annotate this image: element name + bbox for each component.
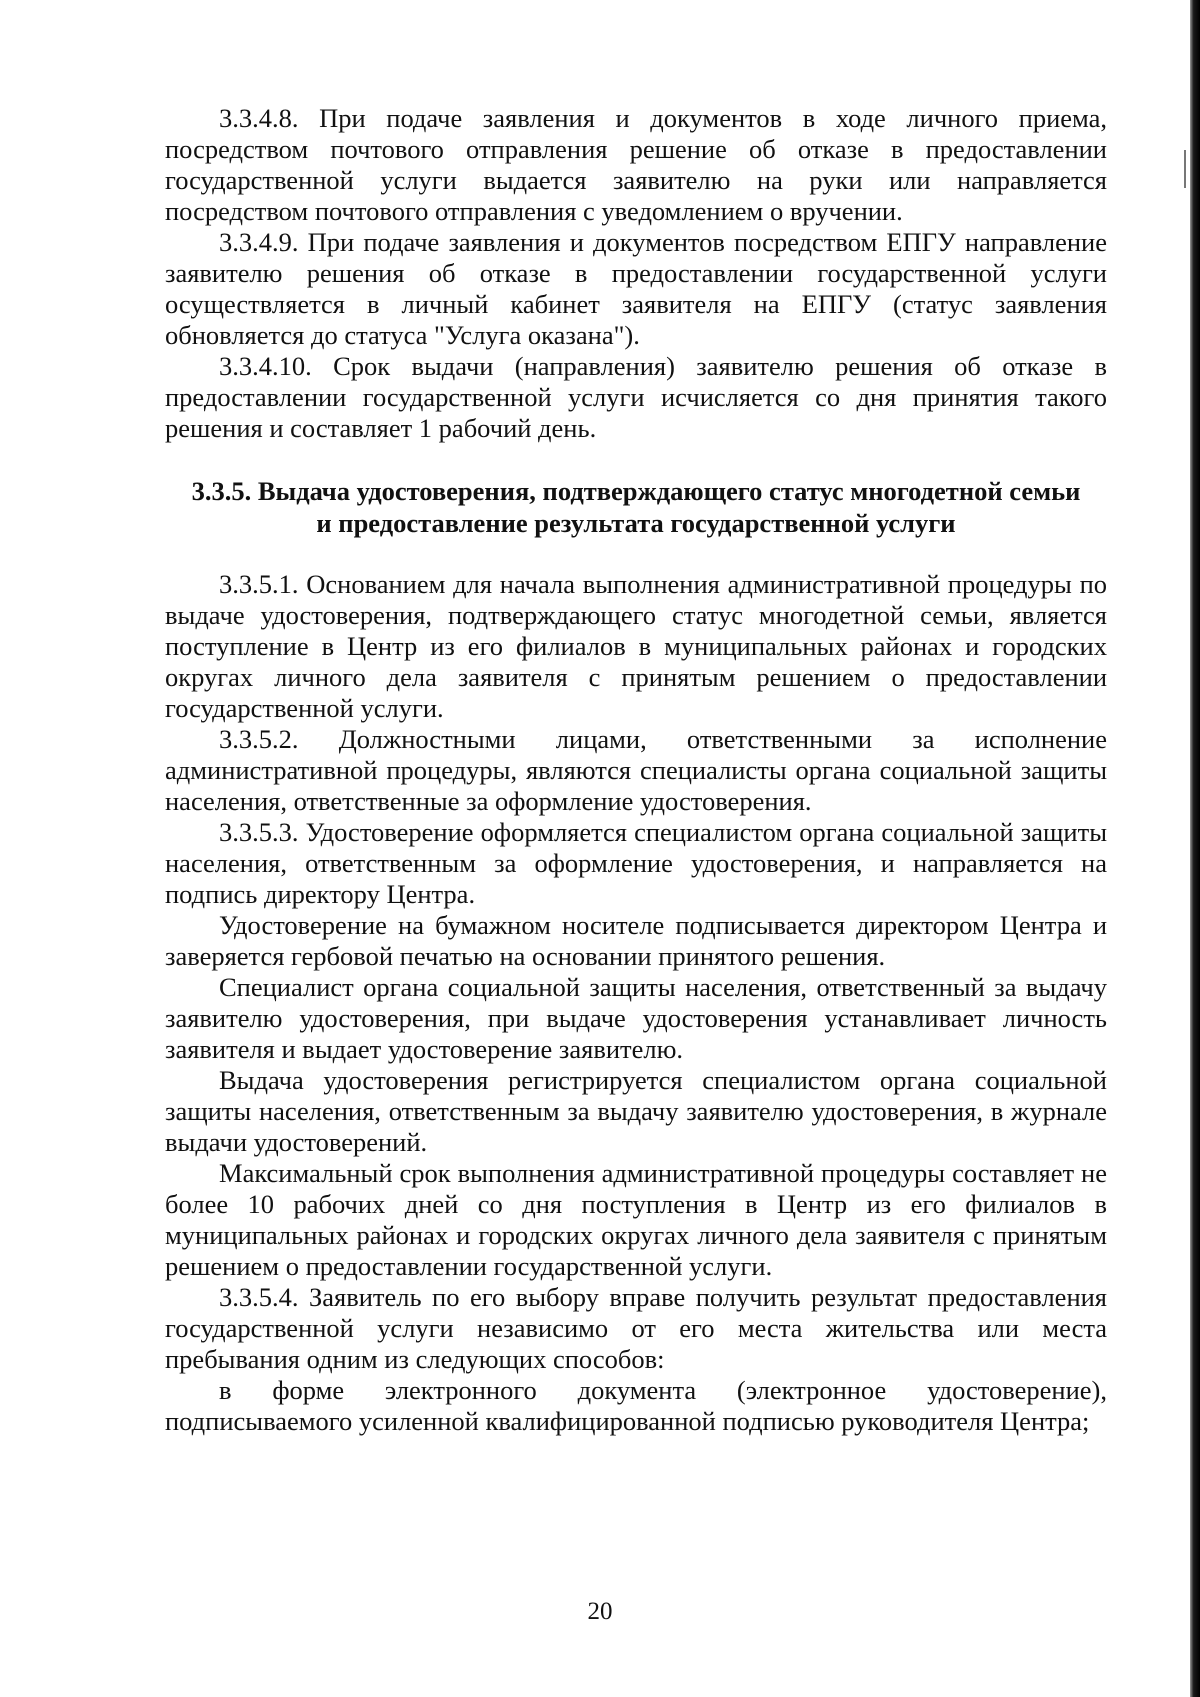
paragraph-3-3-4-8: 3.3.4.8. При подаче заявления и документов в ходе личного приема, посредством почтового отправления решение об отказе в предоставлении государственной услуги выдается заявителю на руки или направляется посредством почтового отправления с уведомлением о вручении. [165,103,1107,226]
paragraph-3-3-5-3: 3.3.5.3. Удостоверение оформляется специалистом органа социальной защиты населения, ответственным за оформление удостоверения, и направляется на подпись директору Центра. [165,817,1107,909]
scan-speck [1184,150,1186,188]
paragraph-3-3-5-2: 3.3.5.2. Должностными лицами, ответственными за исполнение административной процедуры, являются специалисты органа социальной защиты населения, ответственные за оформление удостоверения. [165,724,1107,816]
paragraph-certificate-registration: Выдача удостоверения регистрируется специалистом органа социальной защиты населения, ответственным за выдачу заявителю удостоверения, в журнале выдачи удостоверений. [165,1065,1107,1157]
paragraph-3-3-4-9: 3.3.4.9. При подаче заявления и документов посредством ЕПГУ направление заявителю решения об отказе в предоставлении государственной услуги осуществляется в личный кабинет заявителя на ЕПГУ (статус заявления обновляется до статуса "Услуга оказана"). [165,227,1107,350]
paragraph-3-3-5-1: 3.3.5.1. Основанием для начала выполнения административной процедуры по выдаче удостоверения, подтверждающего статус многодетной семьи, является поступление в Центр из его филиалов в муниципальных районах и городских округах личного дела заявителя с принятым решением о предоставлении государственной услуги. [165,569,1107,723]
page-number: 20 [587,1598,613,1625]
document-body [165,103,1107,1437]
paragraph-electronic-form: в форме электронного документа (электронное удостоверение), подписываемого усиленной квалифицированной подписью руководителя Центра; [165,1375,1107,1436]
paragraph-certificate-issuing: Специалист органа социальной защиты населения, ответственный за выдачу заявителю удостоверения, при выдаче удостоверения устанавливает личность заявителя и выдает удостоверение заявителю. [165,972,1107,1064]
scan-edge [1190,0,1200,1697]
paragraph-3-3-4-10: 3.3.4.10. Срок выдачи (направления) заявителю решения об отказе в предоставлении государственной услуги исчисляется со дня принятия такого решения и составляет 1 рабочий день. [165,351,1107,443]
paragraph-3-3-5-4: 3.3.5.4. Заявитель по его выбору вправе получить результат предоставления государственной услуги независимо от его места жительства или места пребывания одним из следующих способов: [165,1282,1107,1374]
paragraph-certificate-signing: Удостоверение на бумажном носителе подписывается директором Центра и заверяется гербовой печатью на основании принятого решения. [165,910,1107,971]
section-heading-3-3-5: 3.3.5. Выдача удостоверения, подтверждающего статус многодетной семьи и предоставление результата государственной услуги [191,476,1081,538]
paragraph-maximum-term: Максимальный срок выполнения административной процедуры составляет не более 10 рабочих дней со дня поступления в Центр из его филиалов в муниципальных районах и городских округах личного дела заявителя с принятым решением о предоставлении государственной услуги. [165,1158,1107,1281]
